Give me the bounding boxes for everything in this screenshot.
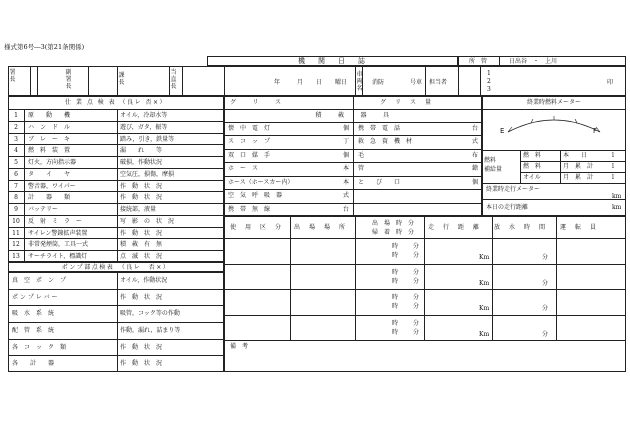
- fuel-row-period: 本 日: [563, 152, 588, 159]
- equipment-unit-left: 式: [343, 192, 350, 200]
- usage-row-hour: 時: [392, 243, 399, 250]
- vehicle-number-label: 号車: [410, 79, 423, 86]
- equipment-unit-right: 布: [472, 151, 479, 159]
- inspection-row-check: 作 動 状 況: [120, 182, 163, 190]
- inspection-row-check: 破損，作動状況: [120, 159, 163, 167]
- fuel-row-kind: オイル: [523, 174, 541, 181]
- usage-row-km: Km: [479, 305, 490, 312]
- person-num-2: 2: [487, 78, 491, 85]
- pump-row-item: 各 計 器: [12, 360, 55, 368]
- pump-row-check: 作 動 状 況: [120, 360, 163, 368]
- inspection-row-check: 漏 れ 等: [120, 147, 163, 155]
- usage-table: [224, 216, 626, 372]
- usage-header-dispatch: 出 場 時 分: [372, 220, 415, 227]
- inspection-row-no: 6: [14, 170, 18, 178]
- usage-row-km: Km: [479, 279, 490, 287]
- usage-header-distance: 走 行 距 離: [428, 224, 481, 231]
- pump-row-check: 作 動 状 況: [120, 293, 163, 301]
- equipment-item-left: 携 帯 無 線: [228, 205, 271, 213]
- usage-header-category: 使 用 区 分: [230, 224, 283, 231]
- usage-row-minute-return: 分: [413, 328, 420, 336]
- remarks-label: 備 考: [230, 343, 249, 350]
- fuel-row-unit: l: [612, 163, 614, 170]
- vehicle-label: 車両名: [356, 71, 363, 92]
- usage-row-minute: 分: [413, 319, 420, 327]
- inspection-row-no: 12: [12, 241, 20, 249]
- equipment-item-left: ホース（ホースカー内）: [228, 178, 294, 186]
- grease-right: グ リ ス 量: [380, 99, 433, 106]
- jurisdiction-label: 所 管: [469, 58, 488, 65]
- fuel-row-period: 月 累 計: [563, 174, 594, 181]
- usage-row-spray-min: 分: [542, 330, 549, 338]
- equipment-item-right: 携 帯 電 話: [358, 125, 401, 132]
- inspection-row-no: 5: [14, 159, 18, 167]
- person-label: 担当者: [429, 79, 448, 86]
- fuel-row-period: 月 累 計: [563, 163, 594, 170]
- gauge-e-label: E: [500, 127, 505, 135]
- usage-row-minute: 分: [413, 268, 420, 276]
- equipment-item-left: ス コ ッ プ: [228, 138, 271, 146]
- jurisdiction-cell: [458, 56, 626, 66]
- equipment-unit-left: 台: [343, 205, 350, 213]
- fuel-row-kind: 燃 料: [523, 152, 542, 159]
- person-num-3: 3: [487, 86, 491, 93]
- usage-header-spray: 放 水 時 間: [494, 224, 547, 231]
- inspection-row-item: 原 動 機: [28, 112, 71, 119]
- pump-row-item: 吸 水 系 統: [12, 310, 55, 318]
- inspection-row-no: 3: [14, 135, 18, 143]
- date-day: 日: [316, 79, 323, 86]
- inspection-row-no: 11: [12, 229, 20, 237]
- pump-row-check: オイル，作動状況: [120, 277, 168, 284]
- today-distance-unit: km: [612, 204, 622, 211]
- inspection-row-item: 計 器 類: [28, 194, 71, 202]
- inspection-row-no: 8: [14, 194, 18, 202]
- vehicle-fire: 消防: [372, 79, 385, 86]
- usage-row-hour-return: 時: [392, 252, 399, 259]
- inspection-row-item: サーチライト，標識灯: [28, 253, 88, 261]
- fixtures-title: 積 載 器 具: [315, 112, 391, 119]
- usage-row-hour-return: 時: [392, 277, 399, 285]
- fuel-row-kind: 燃 料: [523, 163, 542, 170]
- inspection-row-check: オイル，冷却水等: [120, 112, 168, 119]
- equipment-unit-left: 本: [343, 178, 350, 186]
- usage-row-spray-min: 分: [542, 279, 549, 287]
- inspection-row-item: バッテリー: [28, 206, 59, 214]
- odo-unit: km: [612, 193, 622, 200]
- inspection-row-item: 反 射 ミ ラ ー: [28, 217, 83, 225]
- inspection-row-check: 積 載 有 無: [120, 241, 163, 249]
- gauge-f-label: F: [593, 127, 598, 135]
- usage-row-hour-return: 時: [392, 303, 399, 310]
- equipment-item-left: ホ ー ス: [228, 165, 259, 173]
- date-weekday: 曜日: [335, 79, 348, 86]
- inspection-row-no: 13: [12, 253, 20, 261]
- date-month: 月: [297, 79, 304, 86]
- pump-row-item: 各 コ ッ ク 類: [12, 343, 67, 351]
- pump-row-item: 配 管 系 統: [12, 327, 55, 334]
- section-chief-label: 課長: [118, 72, 125, 86]
- inspection-row-no: 1: [14, 112, 18, 119]
- inspection-row-check: 踏み，引き，鉄量等: [120, 135, 175, 143]
- usage-row-km: Km: [479, 330, 490, 338]
- equipment-item-right: 管: [358, 165, 365, 173]
- inspection-row-item: サイレン警鐘拡声装置: [28, 229, 88, 237]
- equipment-unit-left: 個: [343, 125, 350, 132]
- inspection-row-no: 10: [12, 217, 20, 225]
- inspection-row-item: ハ ン ド ル: [28, 123, 71, 131]
- equipment-unit-right: 台: [472, 125, 479, 132]
- fuel-meter-title: 終業時燃料メーター: [526, 99, 581, 106]
- inspection-title: 仕 業 点 検 表 （良レ 否×）: [65, 99, 167, 106]
- usage-header-return: 帰 着 時 分: [372, 229, 415, 236]
- fuel-row-unit: l: [612, 174, 614, 181]
- equipment-item-right: 救 急 資 機 材: [358, 138, 413, 146]
- usage-row-spray-min: 分: [542, 254, 549, 261]
- inspection-row-check: 作 動 状 況: [120, 229, 163, 237]
- pump-row-check: 吸管，コック等の作動: [120, 310, 180, 318]
- pump-row-item: 真 空 ポ ン プ: [12, 277, 67, 284]
- inspection-row-item: 燃 料 装 置: [28, 147, 71, 155]
- today-distance-label: 本日の走行距離: [486, 204, 529, 211]
- inspection-row-check: 接続部，液量: [120, 206, 157, 214]
- equipment-item-right: 毛: [358, 151, 365, 159]
- inspection-row-check: 写 影 の 状 況: [120, 217, 175, 225]
- title-cell: [207, 56, 458, 66]
- inspection-row-no: 7: [14, 182, 18, 190]
- fuel-side-label-1: 燃料: [484, 157, 497, 164]
- pump-row-check: 作 動 状 況: [120, 343, 163, 351]
- usage-row-hour: 時: [392, 319, 399, 327]
- equipment-item-left: 双 口 媒 手: [228, 151, 271, 159]
- inspection-row-no: 9: [14, 206, 18, 214]
- usage-row-minute: 分: [413, 294, 420, 301]
- usage-header-place: 出 場 場 所: [294, 224, 347, 231]
- page-title: 機 関 日 誌: [298, 57, 368, 65]
- usage-row-minute-return: 分: [413, 277, 420, 285]
- inspection-row-check: 空気圧，損傷，摩損: [120, 170, 175, 178]
- equipment-unit-right: 個: [472, 178, 479, 186]
- usage-header-driver: 運 転 員: [560, 224, 598, 231]
- fuel-gauge-arc: [508, 120, 600, 132]
- inspection-row-check: 遊び，ガタ，振等: [120, 123, 168, 131]
- usage-row-minute-return: 分: [413, 303, 420, 310]
- inspection-row-item: 灯火，方向指示器: [28, 159, 77, 167]
- inspection-row-no: 2: [14, 123, 18, 131]
- usage-row-minute-return: 分: [413, 252, 420, 259]
- usage-row-hour: 時: [392, 294, 399, 301]
- fuel-row-unit: l: [612, 152, 614, 159]
- grease-left: グ リ ス: [230, 99, 283, 106]
- person-num-1: 1: [487, 70, 491, 77]
- inspection-row-item: タ イ ヤ: [28, 170, 71, 178]
- pump-row-check: 作動，漏れ，詰まり等: [120, 327, 181, 334]
- usage-row-spray-min: 分: [542, 305, 549, 312]
- inspection-row-no: 4: [14, 147, 18, 155]
- usage-row-hour: 時: [392, 268, 399, 276]
- odo-title: 終業時走行メーター: [486, 186, 541, 193]
- pump-title: ポンプ部点検表 （良レ 否×）: [61, 264, 171, 271]
- inspection-row-check: 点 滅 状 況: [120, 253, 163, 261]
- equipment-unit-left: 本: [343, 165, 350, 173]
- date-year: 年: [274, 79, 281, 86]
- equipment-unit-left: 個: [343, 151, 350, 159]
- equipment-unit-right: 鎗: [472, 165, 479, 173]
- vice-chief-label: 副署長: [65, 69, 72, 90]
- usage-row-km: Km: [479, 254, 490, 261]
- equipment-item-left: 懐 中 電 灯: [228, 125, 271, 132]
- inspection-row-item: 非常発煙筒，工具一式: [28, 241, 89, 249]
- usage-row-hour-return: 時: [392, 328, 399, 336]
- duty-chief-label: 当直長: [170, 69, 177, 90]
- inspection-row-check: 作 動 状 況: [120, 194, 163, 202]
- chief-label: 署長: [9, 69, 16, 83]
- equipment-unit-left: 丁: [343, 138, 350, 146]
- equipment-item-right: と び 口: [358, 178, 401, 186]
- pump-row-item: ポ ン プ レ バ ー: [12, 293, 58, 301]
- equipment-item-left: 空 気 呼 吸 器: [228, 192, 283, 200]
- form-id: 様式第6号―3(第21条関係): [4, 43, 85, 51]
- usage-row-minute: 分: [413, 243, 420, 250]
- inspection-row-item: 警音器，ワイパー: [28, 182, 76, 190]
- inspection-row-item: ブ レ ー キ: [28, 135, 71, 143]
- fuel-side-label-2: 補給量: [484, 166, 503, 173]
- jurisdiction-value: 日出谷 ・ 上川: [509, 58, 558, 65]
- equipment-unit-right: 式: [472, 138, 479, 146]
- seal-label: 印: [607, 79, 614, 86]
